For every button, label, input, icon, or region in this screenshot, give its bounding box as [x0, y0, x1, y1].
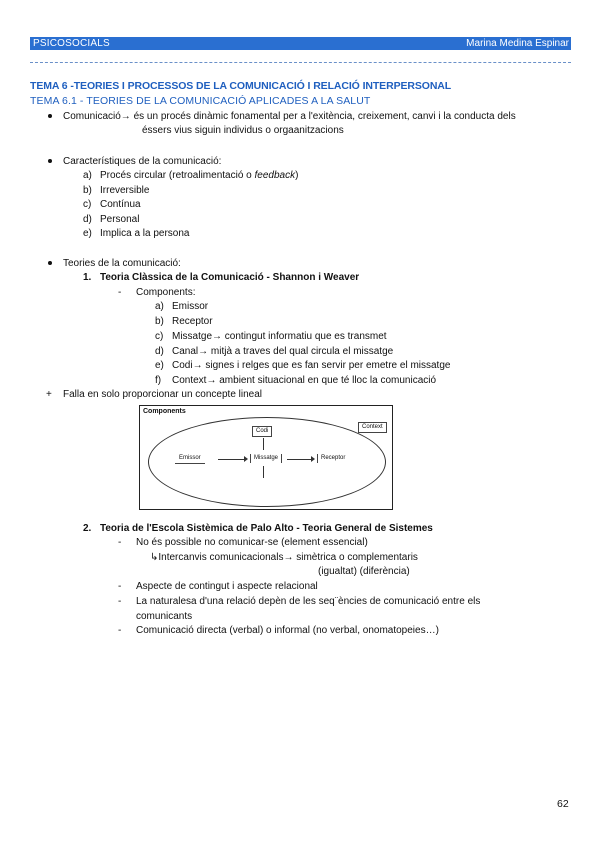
component-item: Codi→ signes i relges que es fan servir per emetre el missatge	[172, 360, 451, 371]
characteristic-item: Procés circular (retroalimentació o feedback)	[100, 170, 299, 181]
bullet-icon	[48, 159, 52, 163]
characteristic-item: Irreversible	[100, 185, 150, 196]
component-item: Emissor	[172, 301, 209, 312]
characteristics-heading: Característiques de la comunicació:	[63, 156, 222, 167]
page-title: TEMA 6 -TEORIES I PROCESSOS DE LA COMUNICACIÓ I RELACIÓ INTERPERSONAL	[30, 80, 452, 92]
theory2-item: No és possible no comunicar-se (element essencial)	[136, 537, 368, 548]
component-marker: c)	[155, 331, 164, 342]
theory2-item: La naturalesa d'una relació depèn de les seq¨ències de comunicació entre els	[136, 596, 481, 607]
dash-marker: -	[118, 625, 122, 636]
component-marker: b)	[155, 316, 164, 327]
diagram-line	[263, 466, 264, 478]
components-label: Components:	[136, 287, 196, 298]
dash-marker: -	[118, 596, 122, 607]
characteristic-item: Contínua	[100, 199, 141, 210]
bullet-icon	[48, 261, 52, 265]
theory2-item-note: (igualtat) (diferència)	[318, 566, 410, 577]
diagram-receptor-box: Receptor	[317, 454, 348, 463]
diagram-codi-box: Codi	[252, 426, 272, 437]
dash-marker: -	[118, 581, 122, 592]
characteristic-item: Personal	[100, 214, 140, 225]
diagram-context-box: Context	[358, 422, 387, 433]
theory1-title: Teoria Clàssica de la Comunicació - Shannon i Weaver	[100, 272, 360, 283]
arrow-right-icon	[311, 456, 315, 462]
section-subtitle: TEMA 6.1 - TEORIES DE LA COMUNICACIÓ APLICADES A LA SALUT	[30, 95, 371, 107]
theory2-item-continued: comunicants	[136, 611, 193, 622]
intro-line-1: Comunicació→ és un procés dinàmic fonamental per a l'exitència, creixement, canvi i la conducta dels	[63, 111, 516, 122]
characteristic-marker: b)	[83, 185, 92, 196]
theory2-item: Comunicació directa (verbal) o informal (no verbal, onomatopeies…)	[136, 625, 439, 636]
characteristic-marker: c)	[83, 199, 92, 210]
theory1-marker: 1.	[83, 272, 92, 283]
header-subject: PSICOSOCIALS	[33, 38, 110, 49]
component-marker: d)	[155, 346, 164, 357]
page-number: 62	[557, 798, 569, 810]
arrow-right-icon	[244, 456, 248, 462]
characteristic-marker: a)	[83, 170, 92, 181]
component-marker: a)	[155, 301, 164, 312]
diagram-emissor-box: Emissor	[175, 454, 205, 464]
diagram-missatge-box: Missatge	[250, 454, 282, 463]
header-author: Marina Medina Espinar	[466, 38, 569, 49]
component-marker: f)	[155, 375, 162, 386]
theory2-item: Aspecte de contingut i aspecte relacional	[136, 581, 318, 592]
diagram-line	[263, 438, 264, 450]
component-item: Missatge→ contingut informatiu que es transmet	[172, 331, 387, 342]
limitation-text: Falla en solo proporcionar un concepte lineal	[63, 389, 263, 400]
dash-marker: -	[118, 537, 122, 548]
characteristic-marker: e)	[83, 228, 92, 239]
component-item: Canal→ mitjà a traves del qual circula el missatge	[172, 346, 394, 357]
plus-marker: +	[46, 389, 52, 400]
bullet-icon	[48, 114, 52, 118]
diagram-arrow-line	[287, 459, 313, 460]
component-marker: e)	[155, 360, 164, 371]
characteristic-marker: d)	[83, 214, 92, 225]
intro-line-2: éssers vius siguin individus o orgaanitzacions	[142, 125, 344, 136]
component-item: Receptor	[172, 316, 213, 327]
header-divider	[30, 62, 571, 63]
component-item: Context→ ambient situacional en que té lloc la comunicació	[172, 375, 437, 386]
diagram-arrow-line	[218, 459, 246, 460]
components-diagram	[139, 405, 393, 510]
diagram-title: Components	[143, 408, 186, 415]
theory2-title: Teoria de l'Escola Sistèmica de Palo Alto - Teoria General de Sistemes	[100, 523, 433, 534]
characteristic-item: Implica a la persona	[100, 228, 190, 239]
theory2-item: ↳Intercanvis comunicacionals→ simètrica o complementaris	[150, 552, 418, 563]
header-bar	[30, 37, 571, 50]
theory2-marker: 2.	[83, 523, 92, 534]
theories-heading: Teories de la comunicació:	[63, 258, 181, 269]
dash-marker: -	[118, 287, 122, 298]
